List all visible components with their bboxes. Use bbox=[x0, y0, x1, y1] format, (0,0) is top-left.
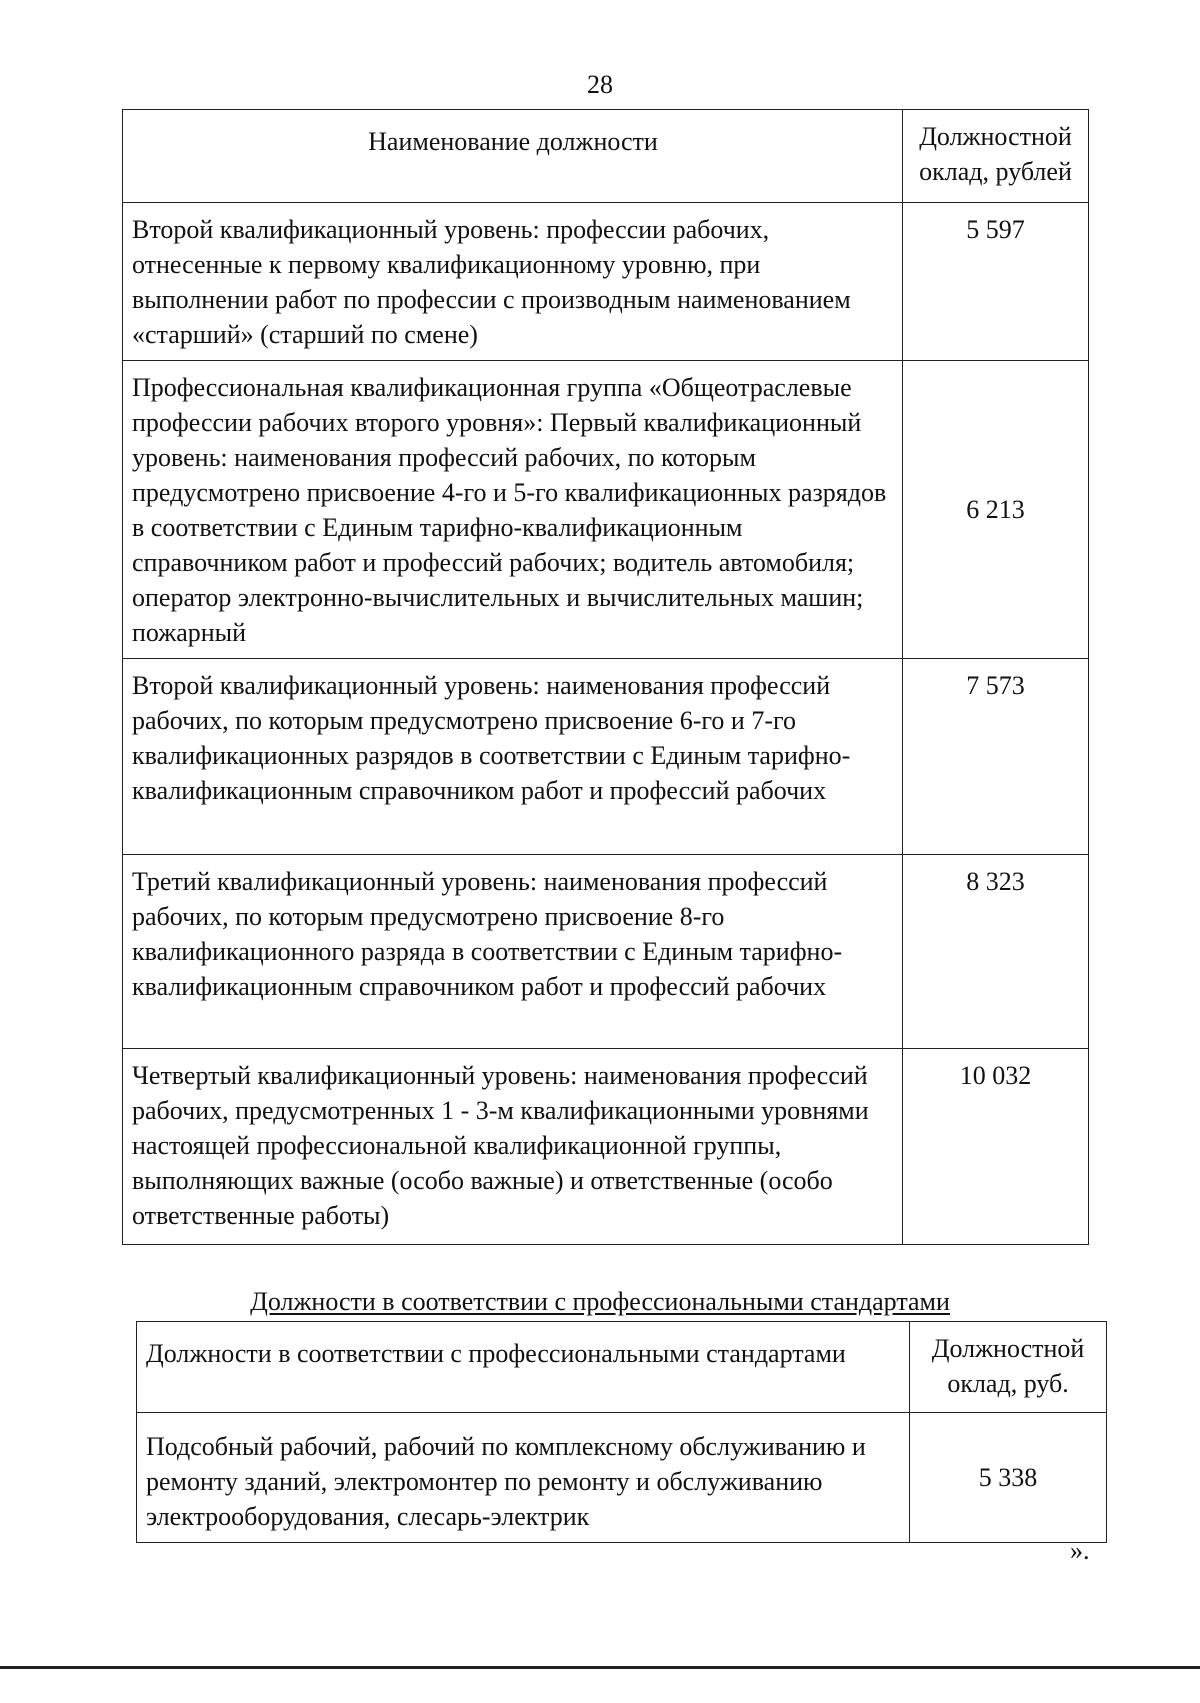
salary-cell: 10 032 bbox=[903, 1049, 1089, 1245]
salary-table-workers bbox=[122, 109, 1089, 1245]
salary-table-professional-standards bbox=[136, 1321, 1107, 1543]
salary-cell: 6 213 bbox=[903, 361, 1089, 659]
scan-edge-line bbox=[0, 1666, 1200, 1669]
salary-cell: 5 597 bbox=[903, 203, 1089, 361]
page-number: 28 bbox=[587, 70, 613, 99]
position-name-cell: Четвертый квалификационный уровень: наименования профессий рабочих, предусмотренных 1 - 3-м квалификационными уровнями настоящей профессиональной квалификационной группы, выполняющих важные (особо важные) и ответственные (особо ответственные работы) bbox=[123, 1049, 903, 1245]
table-row bbox=[123, 855, 1089, 1049]
closing-quote-mark: ». bbox=[1070, 1536, 1090, 1565]
header-position-name: Должности в соответствии с профессиональными стандартами bbox=[137, 1322, 910, 1413]
table-row bbox=[123, 1049, 1089, 1245]
position-name-cell: Второй квалификационный уровень: профессии рабочих, отнесенные к первому квалификационному уровню, при выполнении работ по профессии с производным наименованием «старший» (старший по смене) bbox=[123, 203, 903, 361]
position-name-cell: Профессиональная квалификационная группа «Общеотраслевые профессии рабочих второго уровня»: Первый квалификационный уровень: наименования профессий рабочих, по которым предусмотрено присвоение 4-го и 5-го квалификационных разрядов в соответствии с Единым тарифно-квалификационным справочником работ и профессий рабочих; водитель автомобиля; оператор электронно-вычислительных и вычислительных машин; пожарный bbox=[123, 361, 903, 659]
position-name-cell: Подсобный рабочий, рабочий по комплексному обслуживанию и ремонту зданий, электромонтер по ремонту и обслуживанию электрооборудования, слесарь-электрик bbox=[137, 1413, 910, 1543]
header-salary: Должностной оклад, рублей bbox=[903, 110, 1089, 203]
position-name-cell: Третий квалификационный уровень: наименования профессий рабочих, по которым предусмотрено присвоение 8-го квалификационного разряда в соответствии с Единым тарифно-квалификационным справочником работ и профессий рабочих bbox=[123, 855, 903, 1049]
table-row bbox=[123, 203, 1089, 361]
salary-cell: 7 573 bbox=[903, 659, 1089, 855]
section-title bbox=[0, 1286, 1200, 1318]
table-header-row bbox=[123, 110, 1089, 203]
header-position-name: Наименование должности bbox=[123, 110, 903, 203]
table-row bbox=[123, 361, 1089, 659]
section-title-text: Должности в соответствии с профессиональными стандартами bbox=[250, 1287, 950, 1316]
header-salary: Должностной оклад, руб. bbox=[910, 1322, 1107, 1413]
table-row bbox=[123, 659, 1089, 855]
table-header-row bbox=[137, 1322, 1107, 1413]
table-row bbox=[137, 1413, 1107, 1543]
position-name-cell: Второй квалификационный уровень: наименования профессий рабочих, по которым предусмотрено присвоение 6-го и 7-го квалификационных разрядов в соответствии с Единым тарифно-квалификационным справочником работ и профессий рабочих bbox=[123, 659, 903, 855]
salary-cell: 5 338 bbox=[910, 1413, 1107, 1543]
salary-cell: 8 323 bbox=[903, 855, 1089, 1049]
